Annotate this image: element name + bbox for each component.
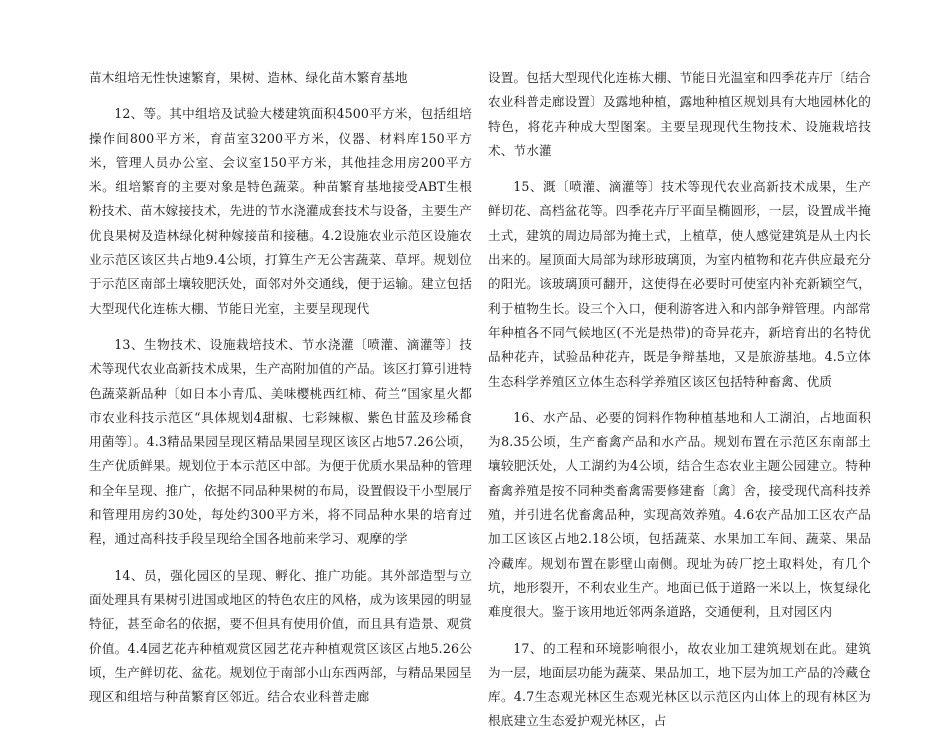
- paragraph: 苗木组培无性快速繁育，果树、造林、绿化苗木繁育基地: [89, 70, 408, 85]
- paragraph: 15、溉〔喷灌、滴灌等〕技术等现代农业高新技术成果，生产鲜切花、高档盆花等。四季花卉厅平面呈椭圆形，一层，设置成半掩土式，建筑的周边局部为掩土式，上植草，使人感觉建筑是从土内长出来的。屋顶面大局部为球形玻璃顶，为室内植物和花卉供应最充分的阳光。该玻璃顶可翻开，这使得在必要时可使室内补充新颖空气，利于植物生长。设三个入口，便利游客进入和内部争辩管理。内部常年种植各不同气候地区(不光是热带)的奇异花卉，新培育出的名特优品种花卉，试验品种花卉，既是争辩基地，又是旅游基地。4.5立体生态科学养殖区立体生态科学养殖区该区包括特种畜禽、优质: [488, 179, 871, 389]
- right-column: [488, 66, 871, 746]
- paragraph: 12、等。其中组培及试验大楼建筑面积4500平方米，包括组培操作间800平方米，育苗室3200平方米，仪器、材料库150平方米，管理人员办公室、会议室150平方米，其他挂念用房200平方米。组培繁育的主要对象是特色蔬菜。种苗繁育基地接受ABT生根粉技术、苗木嫁接技术，先进的节水浇灌成套技术与设备，主要生产优良果树及造林绿化树种嫁接苗和接穗。4.2设施农业示范区设施农业示范区该区共占地9.4公顷，打算生产无公害蔬菜、草坪。规划位于示范区南部土壤较肥沃处，面邻对外交通线，便于运输。建立包括大型现代化连栋大棚、节能日光室，主要呈现现代: [89, 106, 472, 316]
- paragraph: 14、员，强化园区的呈现、孵化、推广功能。其外部造型与立面处理具有果树引进国或地区的特色农庄的风格，成为该果园的明显特征，甚至命名的依据，要不但具有使用价值，而且具有造景、观赏价值。4.4园艺花卉种植观赏区园艺花卉种植观赏区该区占地5.26公顷，生产鲜切花、盆花。规划位于南部小山东西两部，与精品果园呈现区和组培与种苗繁育区邻近。结合农业科普走廊: [89, 567, 472, 705]
- paragraph: 设置。包括大型现代化连栋大棚、节能日光温室和四季花卉厅〔结合农业科普走廊设置〕及露地种植，露地种植区规划具有大地园林化的特色，将花卉种成大型图案。主要呈现现代生物技术、设施栽培技术、节水灌: [488, 70, 871, 158]
- left-column: [89, 66, 472, 721]
- paragraph: 13、生物技术、设施栽培技术、节水浇灌〔喷灌、滴灌等〕技术等现代农业高新技术成果，生产高附加值的产品。该区打算引进特色蔬菜新品种〔如日本小青瓜、美味樱桃西红柿、荷兰“国家星火都市农业科技示范区“具体规划4甜椒、七彩辣椒、紫色甘蓝及珍稀食用菌等〕。4.3精品果园呈现区精品果园呈现区该区占地57.26公顷，生产优质鲜果。规划位于本示范区中部。为便于优质水果品种的管理和全年呈现、推广，依据不同品种果树的布局，设置假设干小型展厅和管理用房约30处，每处约300平方米，将不同品种水果的培育过程，通过高科技手段呈现给全国各地前来学习、观摩的学: [89, 336, 472, 547]
- paragraph: 17、的工程和环境影响很小，故农业加工建筑规划在此。建筑为一层，地面层功能为蔬菜、果品加工，地下层为加工产品的冷藏仓库。4.7生态观光林区生态观光林区以示范区内山体上的现有林区为根底建立生态爱护观光林区，占: [488, 640, 871, 729]
- paragraph: 16、水产品、必要的饲料作物种植基地和人工湖泊，占地面积为8.35公顷，生产畜禽产品和水产品。规划布置在示范区东南部土壤较肥沃处，人工湖约为4公顷，结合生态农业主题公园建立。特种畜禽养殖是按不同种类畜禽需要修建畜〔禽〕舍，接受现代高科技养殖，并引进名优畜禽品种，实现高效养殖。4.6农产品加工区农产品加工区该区占地2.18公顷，包括蔬菜、水果加工车间、蔬菜、果品冷藏库。规划布置在影壁山南侧。现址为砖厂挖土取料处，有几个坑，地形裂开，不利农业生产。地面已低于道路一米以上，恢复绿化难度很大。鉴于该用地近邻两条道路，交通便利，且对园区内: [488, 409, 871, 620]
